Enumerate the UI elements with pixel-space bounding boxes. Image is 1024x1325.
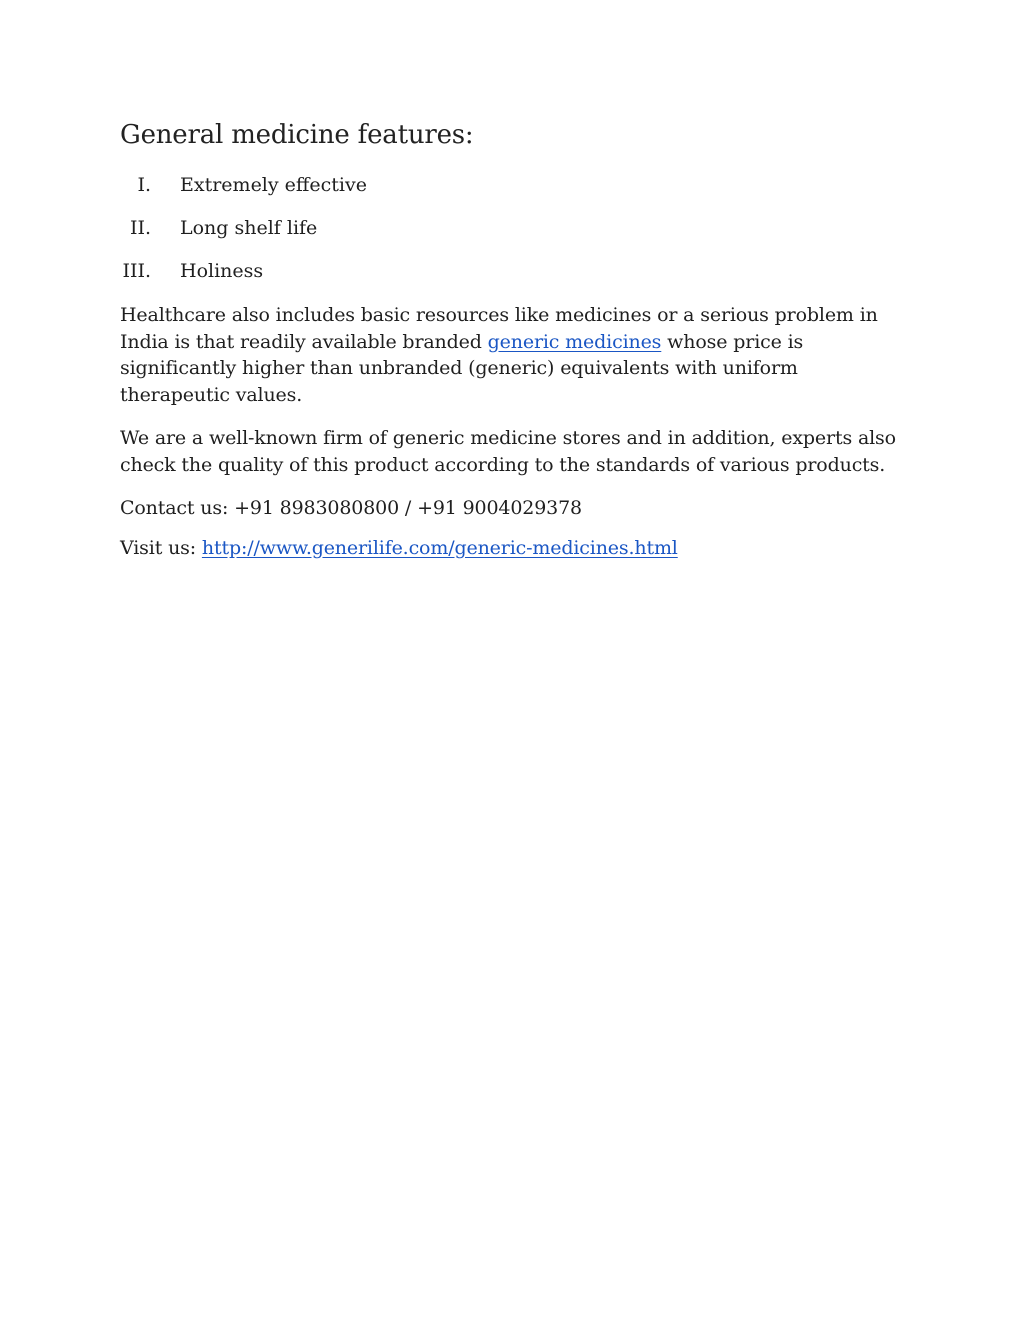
list-item [120,172,910,198]
healthcare-paragraph [120,302,910,408]
document-page [120,118,910,578]
list-item-text: Holiness [180,260,264,282]
list-item-text: Extremely effective [180,174,367,196]
paragraph-text: Healthcare also includes basic resources like medicines or a serious problem in India is that readily available branded [120,304,878,353]
visit-label: Visit us: [120,536,202,559]
contact-phones: +91 8983080800 / +91 9004029378 [234,497,582,519]
list-numeral: I. [137,174,151,196]
features-list [120,172,910,284]
website-link[interactable]: http://www.generilife.com/generic-medicines.html [201,536,678,559]
page-title: General medicine features: [120,120,474,150]
list-item [120,215,910,241]
list-item [120,258,910,284]
visit-line [120,535,910,562]
list-numeral: III. [122,260,151,282]
paragraph-text: whose price is significantly higher than unbranded (generic) equivalents with uniform therapeutic values. [120,330,804,406]
list-numeral: II. [129,217,151,239]
contact-line [120,495,910,522]
firm-paragraph: We are a well-known firm of generic medicine stores and in addition, experts also check the quality of this product according to the standards of various products. [120,427,896,476]
generic-medicines-link[interactable]: generic medicines [487,330,662,353]
list-item-text: Long shelf life [180,217,318,239]
contact-label: Contact us: [120,497,235,519]
